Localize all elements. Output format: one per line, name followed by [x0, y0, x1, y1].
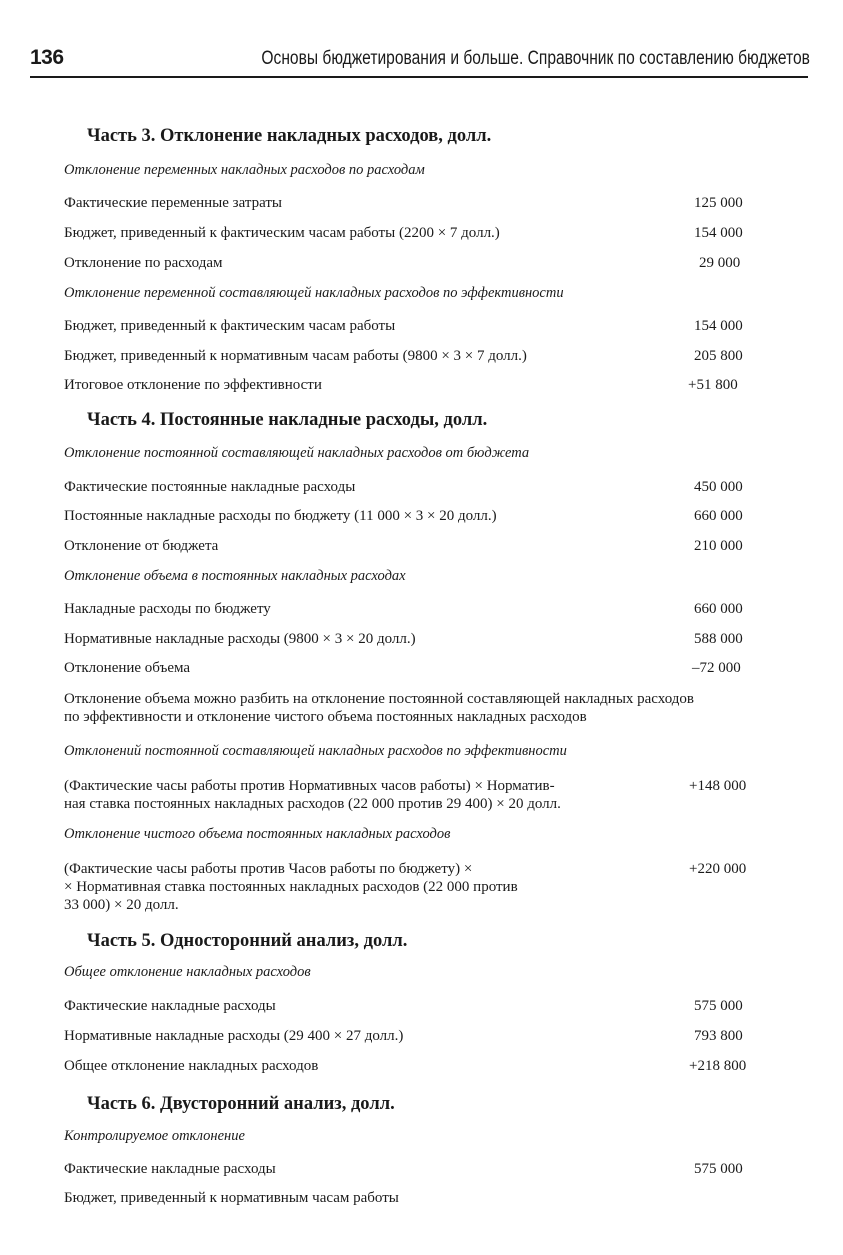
table-row [64, 195, 764, 215]
page-header [30, 44, 810, 80]
table-row [64, 631, 764, 651]
table-row [64, 601, 764, 621]
row-value: 660 000 [694, 601, 743, 617]
row-value: +51 800 [688, 377, 738, 393]
volume-breakdown-paragraph [64, 690, 784, 726]
row-value: 205 800 [694, 348, 743, 364]
section-3-subheading-spending: Отклонение переменных накладных расходов по расходам [64, 162, 425, 178]
row-value: 29 000 [699, 255, 741, 271]
row-label-line: × Нормативная ставка постоянных накладных расходов (22 000 против [64, 879, 518, 895]
row-label: Нормативные накладные расходы (9800 × 3 × 20 долл.) [64, 631, 416, 647]
row-label: Фактические постоянные накладные расходы [64, 479, 356, 495]
row-label: Общее отклонение накладных расходов [64, 1058, 319, 1074]
row-value: 125 000 [694, 195, 743, 211]
row-value: 575 000 [694, 1161, 743, 1177]
row-value: 154 000 [694, 318, 743, 334]
row-label: Бюджет, приведенный к нормативным часам работы (9800 × 3 × 7 долл.) [64, 348, 527, 364]
section-3-heading: Часть 3. Отклонение накладных расходов, долл. [87, 126, 492, 146]
row-value: 450 000 [694, 479, 743, 495]
row-label: Отклонение объема [64, 660, 191, 676]
section-4-heading: Часть 4. Постоянные накладные расходы, долл. [87, 410, 488, 430]
row-label-line: (Фактические часы работы против Нормативных часов работы) × Норматив- [64, 778, 555, 794]
row-label: Бюджет, приведенный к фактическим часам работы (2200 × 7 долл.) [64, 225, 500, 241]
section-4-subheading-fixed-efficiency: Отклонений постоянной составляющей накладных расходов по эффективности [64, 743, 567, 759]
row-value: 793 800 [694, 1028, 743, 1044]
row-label: Накладные расходы по бюджету [64, 601, 271, 617]
section-3-subheading-efficiency: Отклонение переменной составляющей накладных расходов по эффективности [64, 285, 564, 301]
row-label [64, 860, 518, 914]
row-label: Фактические накладные расходы [64, 1161, 276, 1177]
row-label: Фактические накладные расходы [64, 998, 276, 1014]
running-title: Основы бюджетирования и больше. Справочник по составлению бюджетов [261, 48, 810, 69]
row-label-line: (Фактические часы работы против Часов работы по бюджету) × [64, 861, 473, 877]
table-row [64, 998, 764, 1018]
table-row [64, 660, 764, 680]
header-divider [30, 76, 808, 78]
row-label: Постоянные накладные расходы по бюджету (11 000 × 3 × 20 долл.) [64, 508, 497, 524]
table-row [64, 255, 764, 275]
table-row [64, 318, 764, 338]
table-row [64, 1190, 764, 1210]
row-label: Отклонение по расходам [64, 255, 223, 271]
row-label: Отклонение от бюджета [64, 538, 219, 554]
row-value: –72 000 [692, 660, 741, 676]
section-6-heading: Часть 6. Двусторонний анализ, долл. [87, 1094, 395, 1114]
row-label-line: 33 000) × 20 долл. [64, 897, 179, 913]
table-row [64, 225, 764, 245]
table-row [64, 1028, 764, 1048]
table-row [64, 538, 764, 558]
table-row [64, 377, 764, 397]
section-4-subheading-volume: Отклонение объема в постоянных накладных расходах [64, 568, 406, 584]
row-label: Бюджет, приведенный к нормативным часам работы [64, 1190, 399, 1206]
row-label [64, 777, 561, 813]
section-5-heading: Часть 5. Односторонний анализ, долл. [87, 931, 408, 951]
paragraph-line: Отклонение объема можно разбить на отклонение постоянной составляющей накладных расходов [64, 691, 694, 707]
table-row [64, 1161, 764, 1181]
paragraph-line: по эффективности и отклонение чистого объема постоянных накладных расходов [64, 709, 587, 725]
row-label-line: ная ставка постоянных накладных расходов (22 000 против 29 400) × 20 долл. [64, 796, 561, 812]
table-row [64, 1058, 764, 1078]
section-4-subheading-budget: Отклонение постоянной составляющей накладных расходов от бюджета [64, 445, 530, 461]
table-row [64, 479, 764, 499]
section-6-subheading: Контролируемое отклонение [64, 1128, 245, 1144]
row-value: +148 000 [689, 778, 747, 794]
section-4-subheading-net-volume: Отклонение чистого объема постоянных накладных расходов [64, 826, 451, 842]
table-row [64, 508, 764, 528]
row-label: Бюджет, приведенный к фактическим часам работы [64, 318, 396, 334]
section-5-subheading: Общее отклонение накладных расходов [64, 964, 311, 980]
row-label: Фактические переменные затраты [64, 195, 283, 211]
row-label: Итоговое отклонение по эффективности [64, 377, 322, 393]
row-value: 154 000 [694, 225, 743, 241]
row-value: 575 000 [694, 998, 743, 1014]
row-value: 660 000 [694, 508, 743, 524]
row-value: 210 000 [694, 538, 743, 554]
row-value: +218 800 [689, 1058, 747, 1074]
row-value: 588 000 [694, 631, 743, 647]
table-row [64, 348, 764, 368]
row-value: +220 000 [689, 861, 747, 877]
row-label: Нормативные накладные расходы (29 400 × 27 долл.) [64, 1028, 404, 1044]
page-number: 136 [30, 46, 64, 69]
